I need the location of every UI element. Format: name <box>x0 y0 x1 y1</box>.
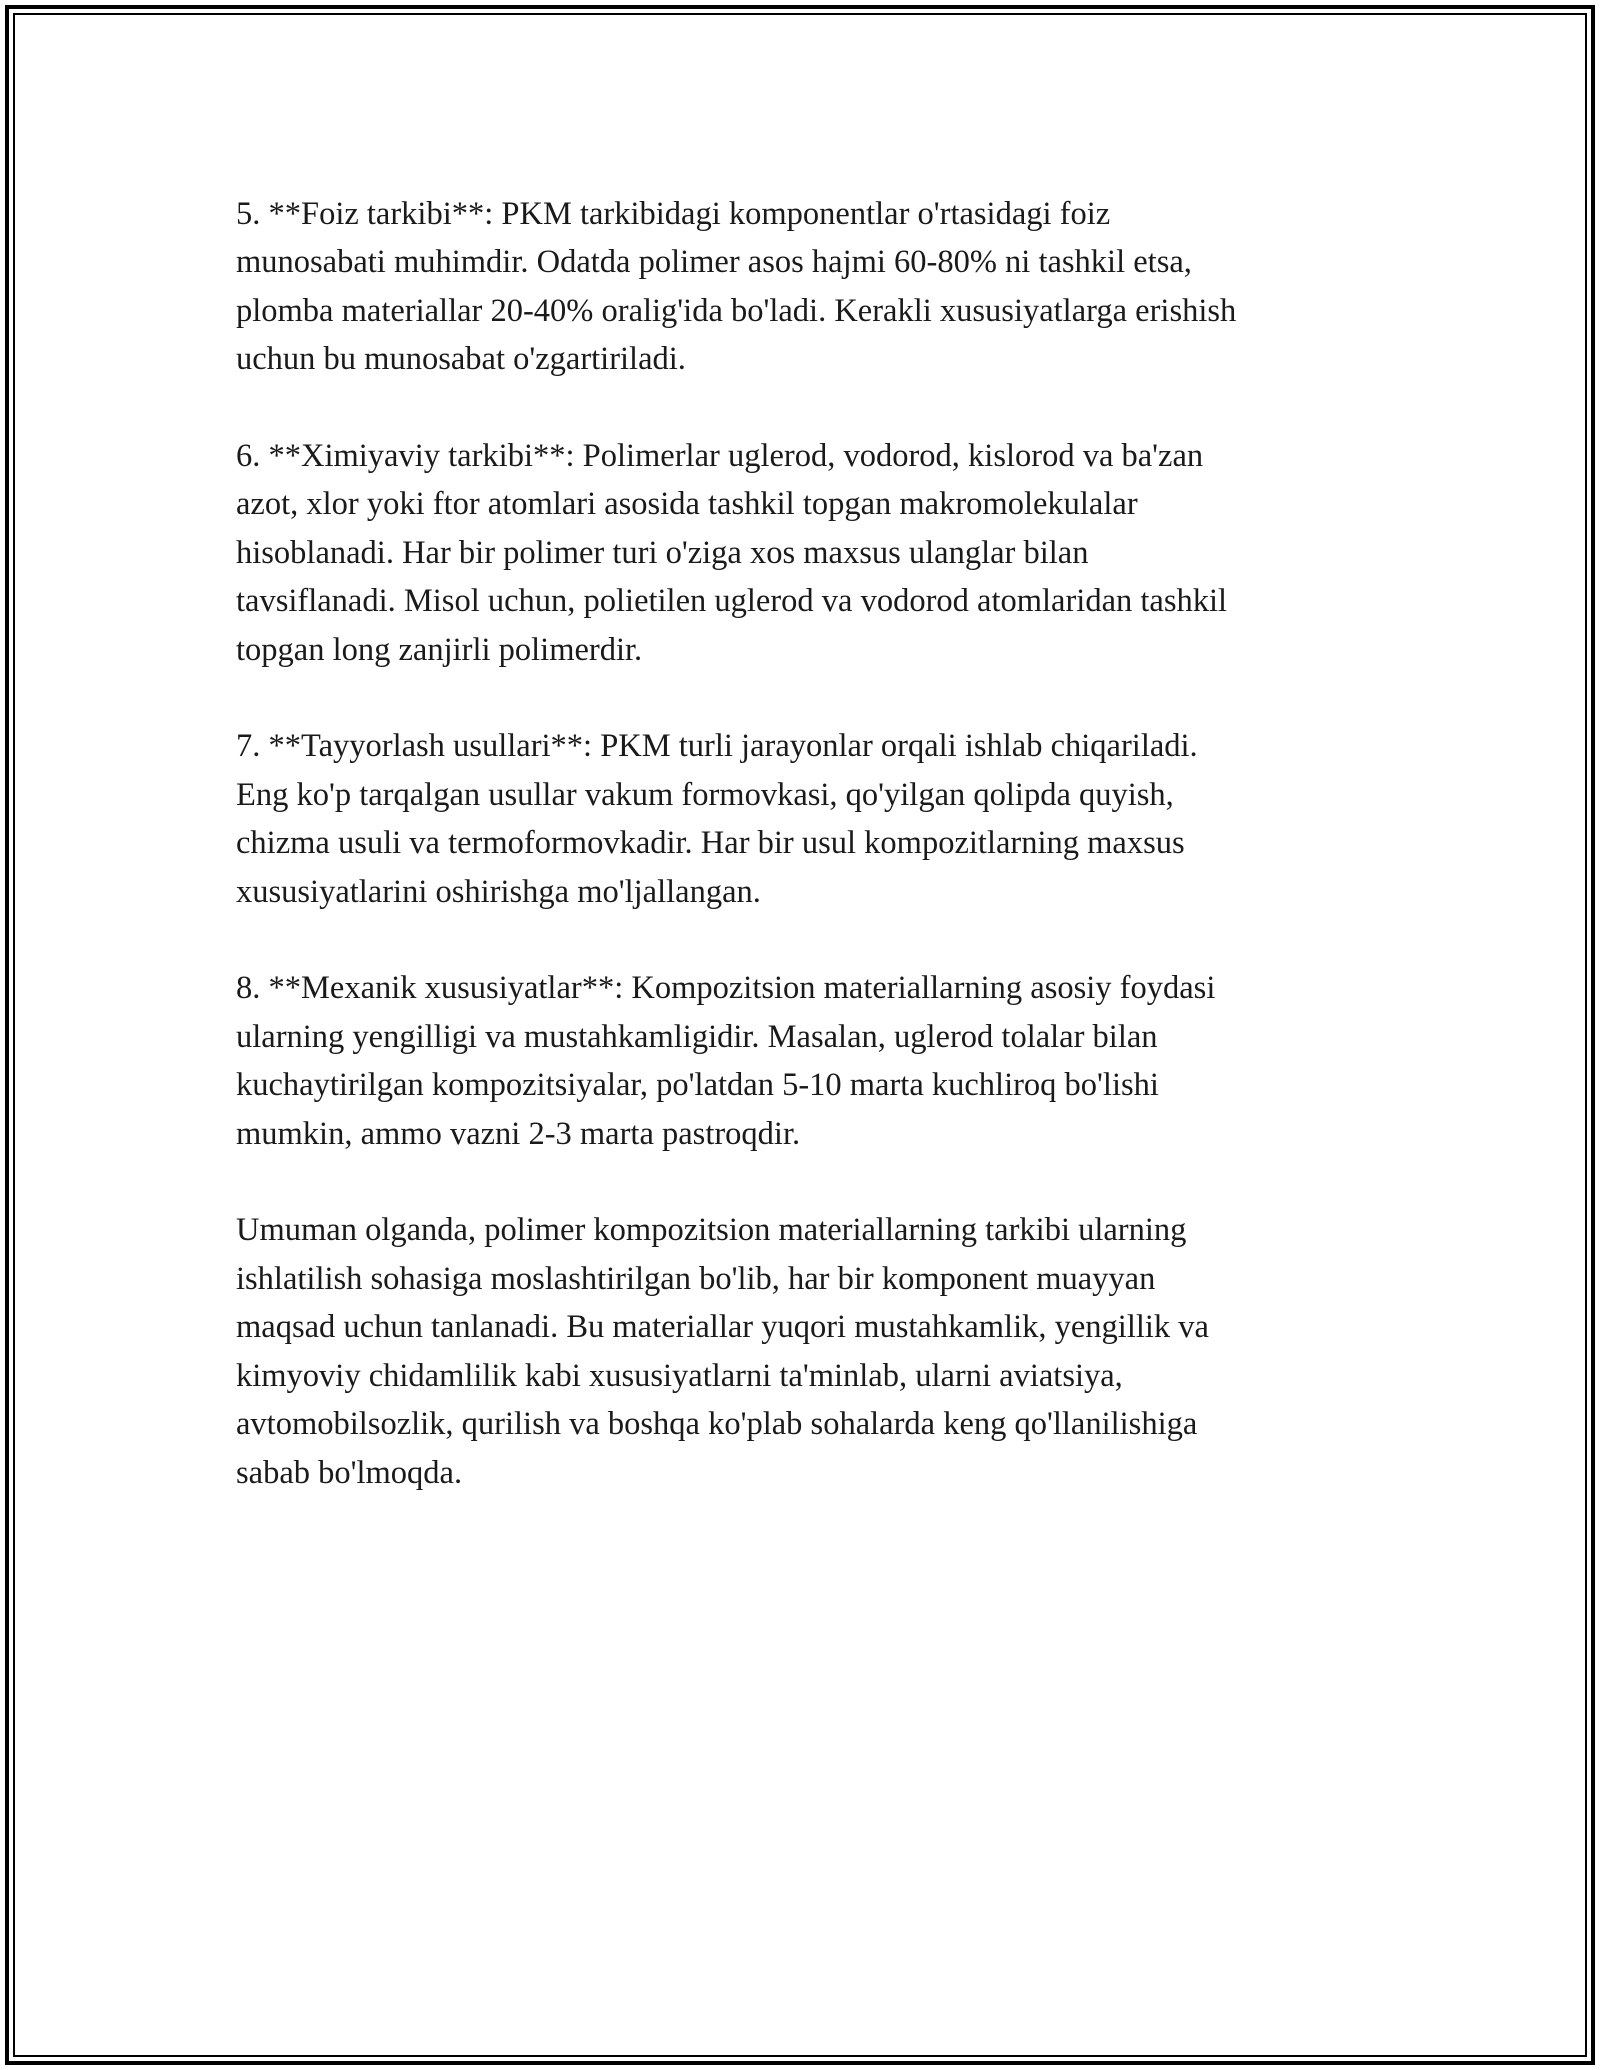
paragraph-tayyorlash-usullari: 7. **Tayyorlash usullari**: PKM turli jarayonlar orqali ishlab chiqariladi. Eng ko'p tarqalgan usullar vakum formovkasi, qo'yilgan qolipda quyish, chizma usuli va termoformovkadir. Har bir usul kompozitlarning maxsus xususiyatlarini oshirishga mo'ljallangan. <box>236 728 1198 910</box>
paragraph-ximiyaviy-tarkibi: 6. **Ximiyaviy tarkibi**: Polimerlar uglerod, vodorod, kislorod va ba'zan azot, xlor yoki ftor atomlari asosida tashkil topgan makromolekulalar hisoblanadi. Har bir polimer turi o'ziga xos maxsus ulanglar bilan tavsiflanadi. Misol uchun, polietilen uglerod va vodorod atomlaridan tashkil topgan long zanjirli polimerdir. <box>236 438 1228 668</box>
paragraph-foiz-tarkibi: 5. **Foiz tarkibi**: PKM tarkibidagi komponentlar o'rtasidagi foiz munosabati muhimdir. Odatda polimer asos hajmi 60-80% ni tashkil etsa, plomba materiallar 20-40% oralig'ida bo'ladi. Kerakli xususiyatlarga erishish uchun bu munosabat o'zgartiriladi. <box>236 196 1237 378</box>
paragraph-conclusion: Umuman olganda, polimer kompozitsion materiallarning tarkibi ularning ishlatilish sohasiga moslashtirilgan bo'lib, har bir komponent muayyan maqsad uchun tanlanadi. Bu materiallar yuqori mustahkamlik, yengillik va kimyoviy chidamlilik kabi xususiyatlarni ta'minlab, ularni aviatsiya, avtomobilsozlik, qurilish va boshqa ko'plab sohalarda keng qo'llanilishiga sabab bo'lmoqda. <box>236 1212 1209 1491</box>
document-body <box>236 190 1386 1545</box>
paragraph-mexanik-xususiyatlar: 8. **Mexanik xususiyatlar**: Kompozitsion materiallarning asosiy foydasi ularning yengilligi va mustahkamligidir. Masalan, uglerod tolalar bilan kuchaytirilgan kompozitsiyalar, po'latdan 5-10 marta kuchliroq bo'lishi mumkin, ammo vazni 2-3 marta pastroqdir. <box>236 970 1216 1152</box>
